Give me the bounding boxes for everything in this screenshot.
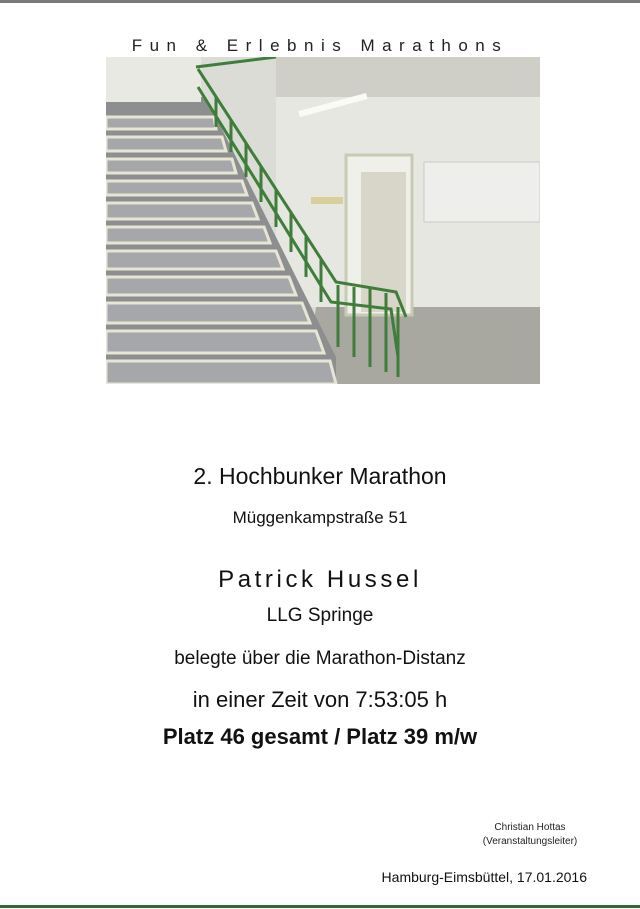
wall-notice: [424, 162, 540, 222]
stairwell-photo: [106, 57, 540, 384]
upper-landing: [106, 57, 201, 102]
ceiling: [276, 57, 540, 97]
runner-club: LLG Springe: [266, 605, 374, 626]
certificate-header: Fun & Erlebnis Marathons: [131, 36, 509, 55]
event-address: Müggenkampstraße 51: [232, 508, 408, 527]
floor: [306, 307, 540, 384]
signature-role: (Veranstaltungsleiter): [482, 836, 578, 847]
finish-time: in einer Zeit von 7:53:05 h: [192, 687, 448, 712]
door-sign: [311, 197, 343, 204]
ranking: Platz 46 gesamt / Platz 39 m/w: [162, 724, 478, 749]
top-rule: [0, 0, 640, 3]
event-title: 2. Hochbunker Marathon: [193, 463, 447, 489]
runner-name: Patrick Hussel: [218, 566, 422, 593]
bottom-rule: [0, 905, 640, 908]
place-date: Hamburg-Eimsbüttel, 17.01.2016: [381, 869, 587, 885]
signature-name: Christian Hottas: [494, 822, 566, 833]
distance-text: belegte über die Marathon-Distanz: [174, 648, 466, 669]
